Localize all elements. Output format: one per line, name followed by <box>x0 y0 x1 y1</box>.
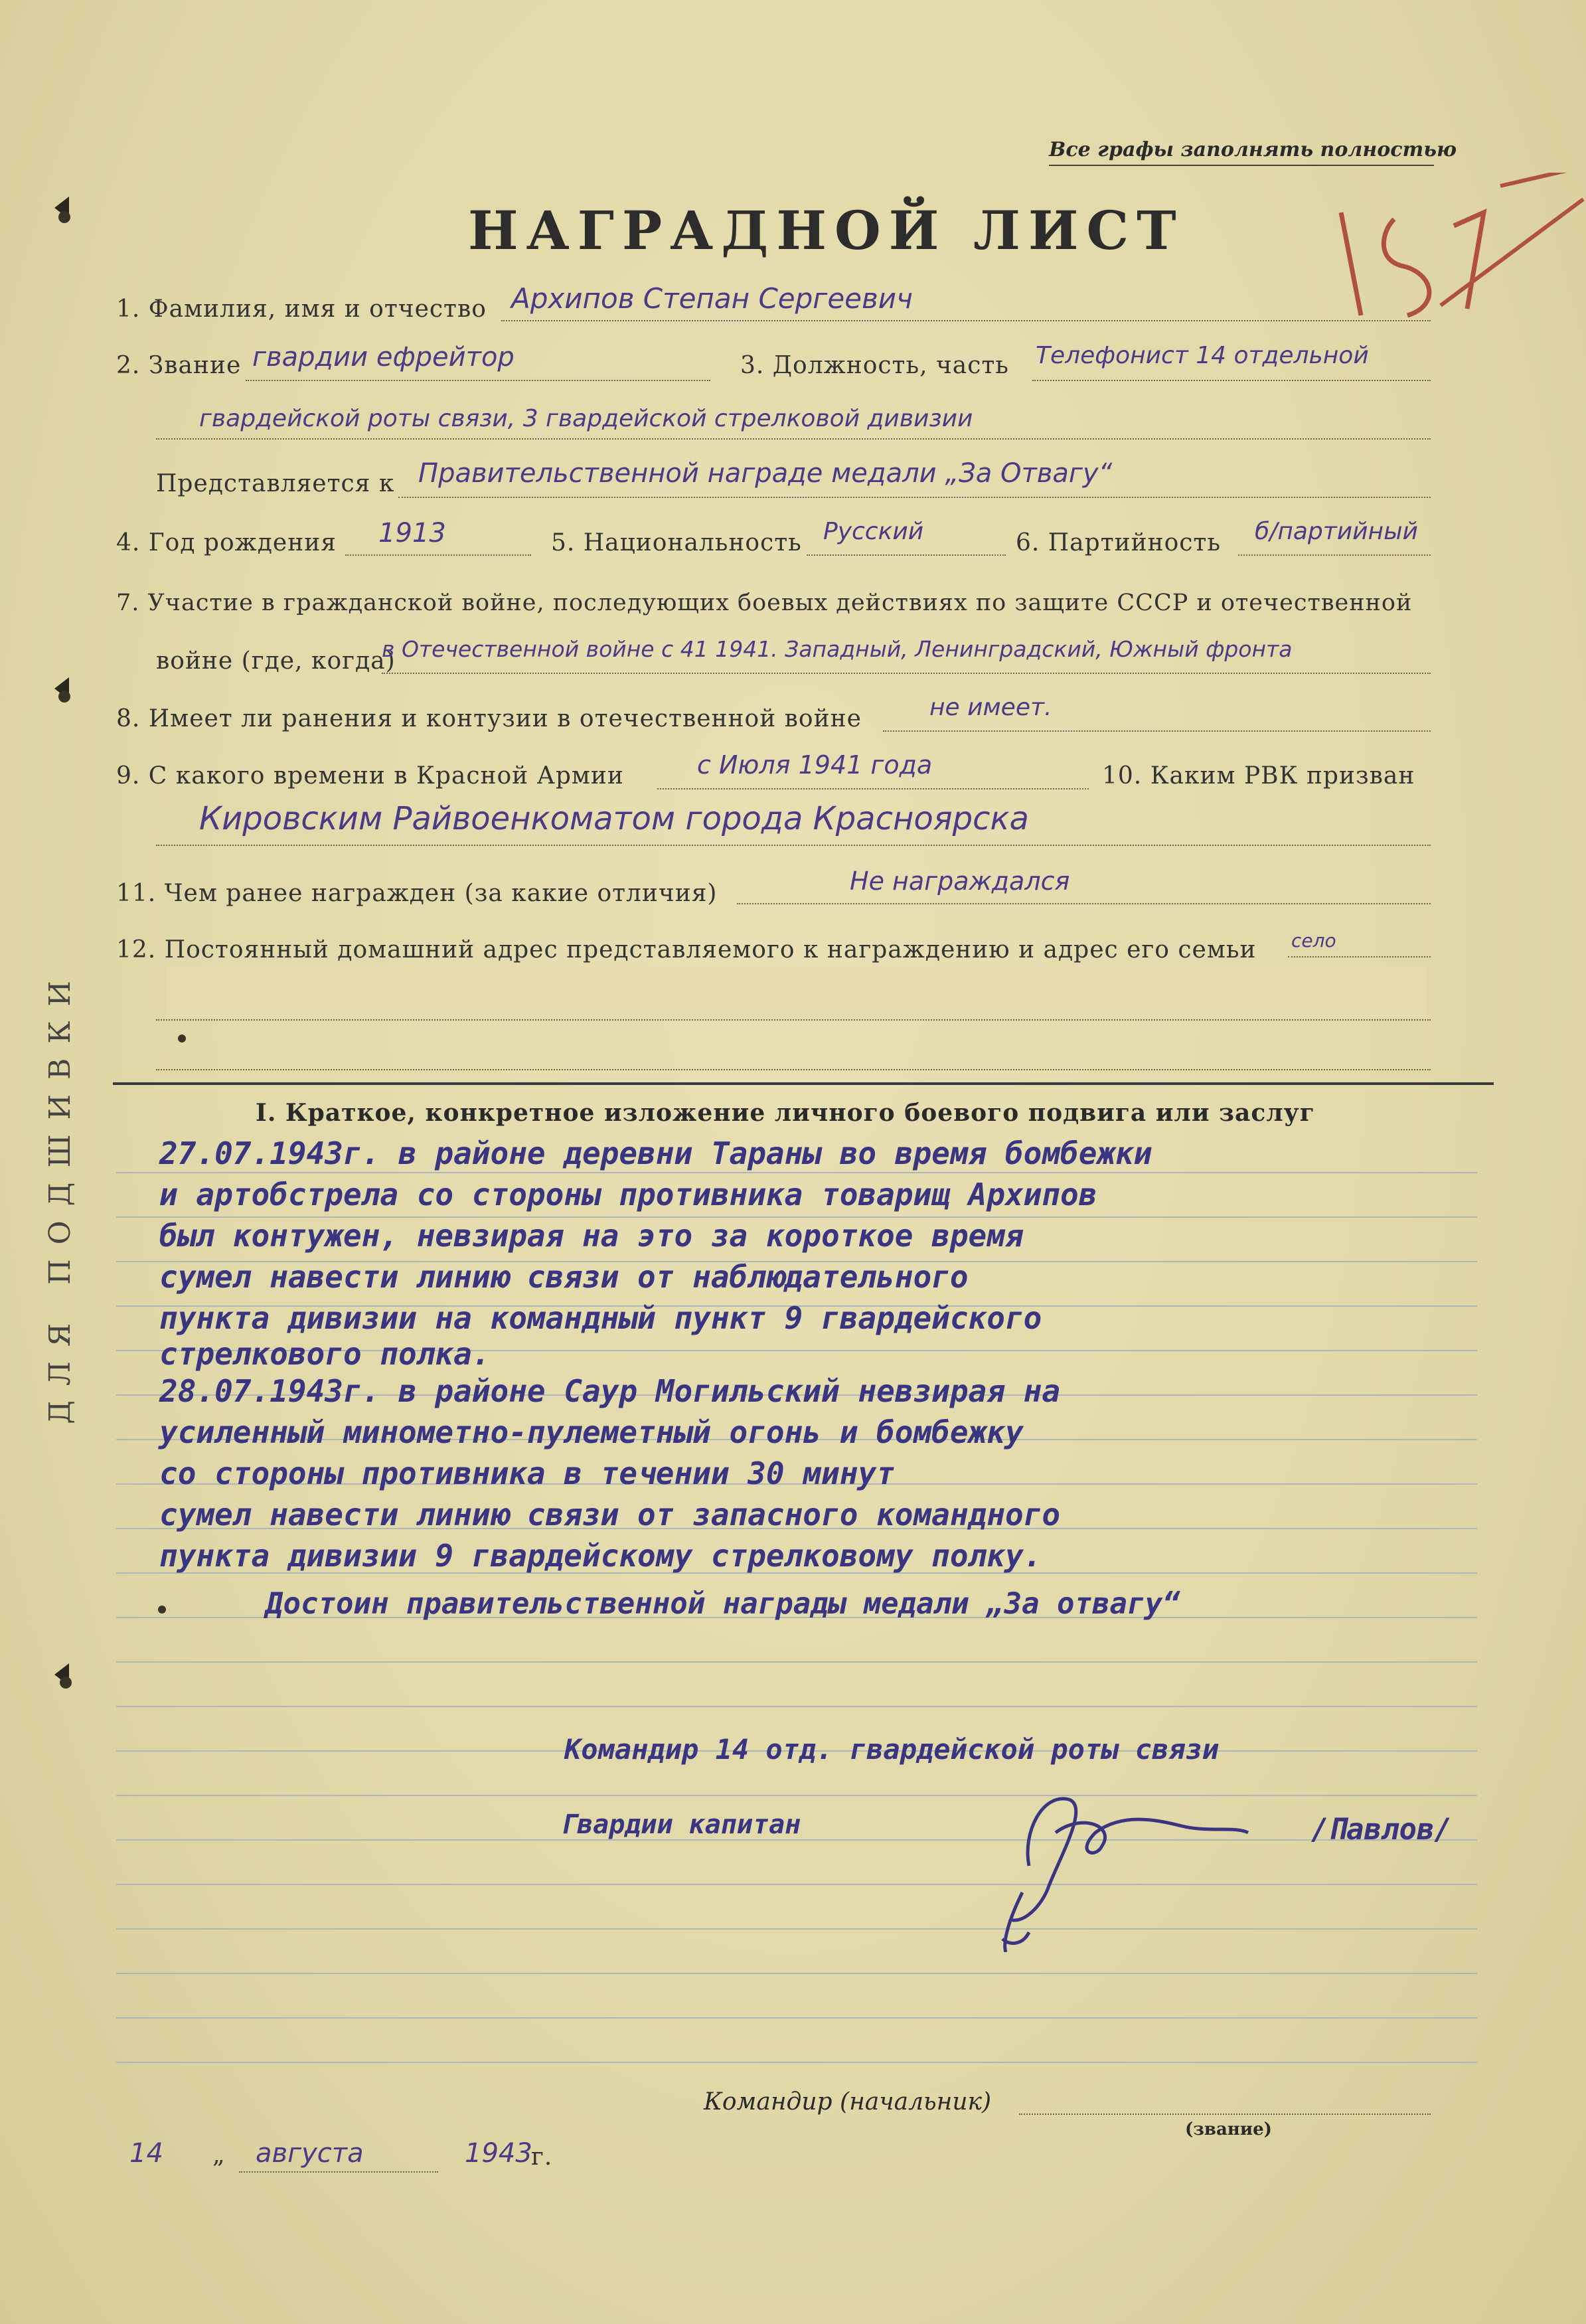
representation-label: Представляется к <box>156 470 395 497</box>
field-8-value: не имеет. <box>929 694 1052 721</box>
field-5-label: 5. Национальность <box>551 529 802 556</box>
narrative-line-2: и артобстрела со стороны противника товарищ Архипов <box>159 1177 1097 1212</box>
signature-title: Командир 14 отд. гвардейской роты связи <box>564 1733 1220 1766</box>
fill-note: Все графы заполнять полностью <box>1049 138 1457 161</box>
date-day: 14 <box>129 2138 163 2169</box>
narrative-line-10: сумел навести линию связи от запасного командного <box>159 1497 1061 1533</box>
field-7-value: в Отечественной войне с 41 1941. Западный, Ленинградский, Южный фронта <box>382 636 1293 662</box>
narrative-line-1: 27.07.1943г. в районе деревни Тараны во время бомбежки <box>159 1135 1152 1171</box>
handwritten-signature <box>983 1753 1261 1952</box>
date-month: августа <box>256 2138 364 2169</box>
punch-hole <box>60 1677 72 1689</box>
punch-hole <box>178 1035 186 1042</box>
binding-margin-label: ДЛЯ ПОДШИВКИ <box>43 966 77 1424</box>
field-11-label: 11. Чем ранее награжден (за какие отличия) <box>116 880 718 907</box>
field-12-value: село <box>1291 930 1336 952</box>
field-11-value: Не награждался <box>850 867 1070 896</box>
punch-hole <box>58 211 70 223</box>
page-title: НАГРАДНОЙ ЛИСТ <box>468 199 1184 262</box>
field-1-label: 1. Фамилия, имя и отчество <box>116 295 487 323</box>
conclusion-line: Достоин правительственной награды медали „За отвагу“ <box>266 1587 1180 1621</box>
narrative-line-3: был контужен, невзирая на это за короткое время <box>159 1218 1024 1254</box>
date-quote: „ <box>212 2141 226 2169</box>
rank-label: (звание) <box>1185 2119 1272 2139</box>
narrative-line-4: сумел навести линию связи от наблюдательного <box>159 1259 969 1295</box>
section-heading: I. Краткое, конкретное изложение личного боевого подвига или заслуг <box>256 1099 1315 1127</box>
field-5-value: Русский <box>823 518 924 545</box>
field-6-label: 6. Партийность <box>1016 529 1221 556</box>
field-3-label: 3. Должность, часть <box>740 352 1009 379</box>
narrative-line-6: стрелкового полка. <box>159 1336 491 1372</box>
field-3-value-1: Телефонист 14 отдельной <box>1036 342 1369 369</box>
field-1-value: Архипов Степан Сергеевич <box>511 282 913 315</box>
commander-label: Командир (начальник) <box>704 2088 992 2116</box>
field-10-label: 10. Каким РВК призван <box>1102 762 1415 789</box>
field-9-value: с Июля 1941 года <box>697 750 933 780</box>
representation-value: Правительственной награде медали „За Отвагу“ <box>418 458 1113 489</box>
date-year-suffix: г. <box>531 2143 553 2171</box>
punch-hole <box>58 691 70 703</box>
field-2-value: гвардии ефрейтор <box>252 342 515 373</box>
red-pencil-mark <box>1321 173 1586 332</box>
field-4-value: 1913 <box>378 518 446 548</box>
narrative-line-5: пункта дивизии на командный пункт 9 гвардейского <box>159 1300 1042 1336</box>
signature-name: /Павлов/ <box>1311 1813 1452 1847</box>
field-12-label: 12. Постоянный домашний адрес представляемого к награждению и адрес его семьи <box>116 936 1257 963</box>
date-year: 1943 <box>465 2138 532 2169</box>
field-6-value: б/партийный <box>1255 518 1418 545</box>
field-2-label: 2. Звание <box>116 352 242 379</box>
narrative-line-8: усиленный минометно-пулеметный огонь и бомбежку <box>159 1414 1024 1450</box>
narrative-line-7: 28.07.1943г. в районе Саур Могильский невзирая на <box>159 1373 1061 1409</box>
field-8-label: 8. Имеет ли ранения и контузии в отечественной войне <box>116 705 862 732</box>
field-9-label: 9. С какого времени в Красной Армии <box>116 762 624 789</box>
field-7-label-2: войне (где, когда) <box>156 647 396 675</box>
punch-hole <box>158 1606 166 1614</box>
field-3-value-2: гвардейской роты связи, 3 гвардейской стрелковой дивизии <box>199 405 973 432</box>
field-10-value: Кировским Райвоенкоматом города Красноярска <box>199 800 1029 837</box>
narrative-line-9: со стороны противника в течении 30 минут <box>159 1455 895 1491</box>
field-7-label-1: 7. Участие в гражданской войне, последующих боевых действиях по защите СССР и отечественной <box>116 590 1413 616</box>
narrative-line-11: пункта дивизии 9 гвардейскому стрелковому полку. <box>159 1538 1042 1574</box>
redacted-address <box>166 966 1427 1018</box>
field-4-label: 4. Год рождения <box>116 529 337 556</box>
signature-rank: Гвардии капитан <box>561 1809 801 1840</box>
